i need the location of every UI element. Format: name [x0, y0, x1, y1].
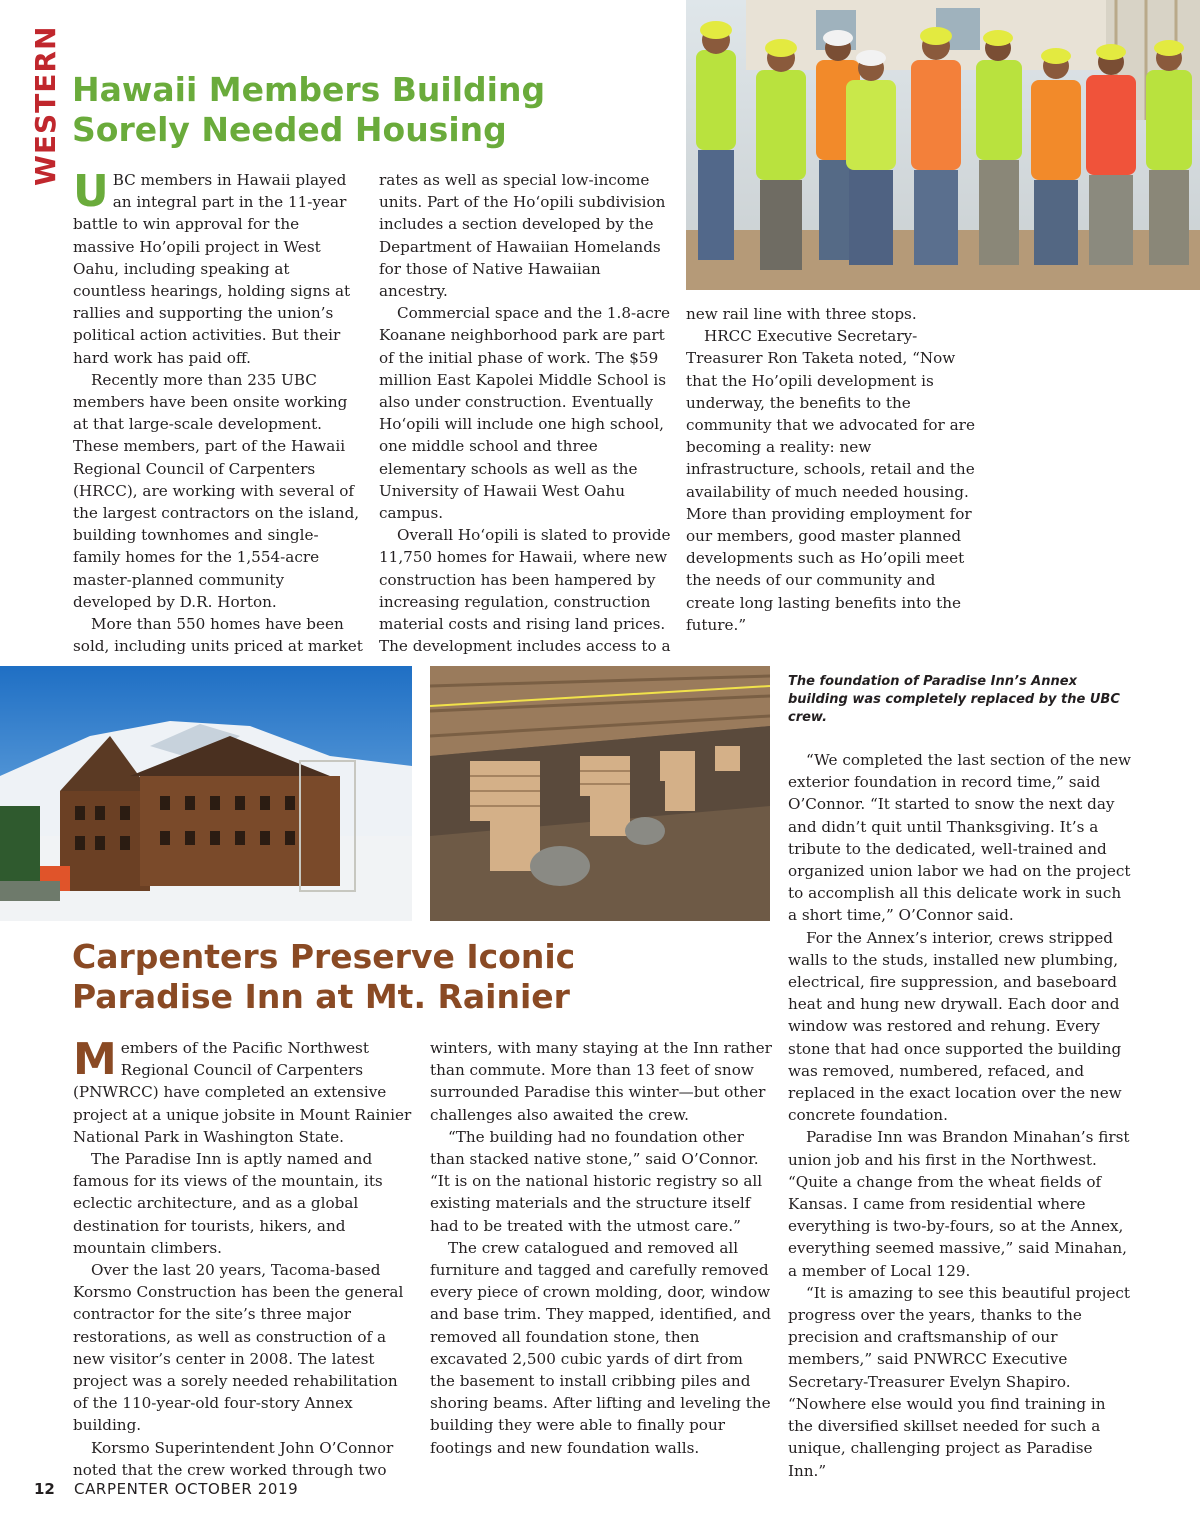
paragraph: winters, with many staying at the Inn rather than commute. More than 13 feet of snow surrounded Paradise this winter—but other challenges also awaited the crew. — [430, 1039, 772, 1124]
paragraph: The crew catalogued and removed all furniture and tagged and carefully removed every piece of crown molding, door, window and base trim. They mapped, identified, and removed all foundation stone, then excavated 2,500 cubic yards of dirt from the basement to install cribbing piles and shoring beams. After lifting and leveling the building they were able to finally pour footings and new foundation walls. — [430, 1238, 771, 1457]
paragraph: “It is amazing to see this beautiful project progress over the years, thanks to the precision and craftsmanship of our members,” said PNWRCC Executive Secretary-Treasurer Evelyn Shapiro. “Nowhere else would you find training in the diversified skillset needed for such a unique, challenging project as Paradise Inn.” — [788, 1283, 1130, 1480]
paragraph: Korsmo Superintendent John O’Connor noted that the crew worked through two — [73, 1438, 394, 1479]
headline-line: Sorely Needed Housing — [72, 110, 507, 149]
paragraph: Over the last 20 years, Tacoma-based Korsmo Construction has been the general contractor for the site’s three major restorations, as well as construction of a new visitor’s center in 2008. The latest project was a sorely needed rehabilitation of the 110-year-old four-story Annex building. — [73, 1261, 404, 1435]
photo-caption: The foundation of Paradise Inn’s Annex building was completely replaced by the UBC crew. — [788, 674, 1120, 725]
paragraph: BC members in Hawaii played an integral part in the 11-year battle to win approval for the massive Ho’opili project in West Oahu, including speaking at countless hearings, holding signs at rallies and supporting the union’s political action activities. But their hard work has paid off. — [73, 171, 351, 367]
article2-headline — [72, 937, 772, 1017]
paragraph: More than 550 homes have been sold, including units priced at market — [73, 615, 363, 656]
article2-column-2 — [430, 1037, 772, 1459]
article1-column-1 — [73, 166, 363, 657]
publication-line: CARPENTER OCTOBER 2019 — [74, 1480, 299, 1498]
paragraph: “The building had no foundation other than stacked native stone,” said O’Connor. “It is on the national historic registry so all existing materials and the structure itself had to be treated with the utmost care.” — [430, 1127, 763, 1235]
paragraph: Paradise Inn was Brandon Minahan’s first union job and his first in the Northwest. “Quite a change from the wheat fields of Kansas. I came from residential where everything is two-by-fours, so at the Annex, everything seemed massive,” said Minahan, a member of Local 129. — [788, 1128, 1130, 1280]
drop-cap: M — [73, 1034, 117, 1085]
page-number: 12 — [34, 1480, 55, 1498]
paradise-inn-photo — [0, 666, 412, 921]
section-label: WESTERN — [29, 25, 62, 186]
paragraph: rates as well as special low-income units. Part of the Hoʻopili subdivision includes a section developed by the Department of Hawaiian Homelands for those of Native Hawaiian ancestry. — [379, 171, 666, 301]
hawaii-crew-photo — [686, 0, 1200, 290]
headline-line: Paradise Inn at Mt. Rainier — [72, 977, 570, 1016]
paragraph: Overall Hoʻopili is slated to provide 11,750 homes for Hawaii, where new construction has been hampered by increasing regulation, construction material costs and rising land prices. The development includes access to a — [379, 526, 671, 656]
article1-headline — [72, 70, 672, 150]
article2-column-3 — [788, 749, 1133, 1482]
paragraph: “We completed the last section of the new exterior foundation in record time,” said O’Connor. “It started to snow the next day and didn’t quit until Thanksgiving. It’s a tribute to the dedicated, well-trained and organized union labor we had on the project to accomplish all this delicate work in such a short time,” O’Connor said. — [788, 751, 1132, 925]
drop-cap: U — [73, 166, 109, 217]
paragraph: HRCC Executive Secretary-Treasurer Ron Taketa noted, “Now that the Ho’opili development is underway, the benefits to the community that we advocated for are becoming a reality: new infrastructure, schools, retail and the availability of much needed housing. More than providing employment for our members, good master planned developments such as Ho’opili meet the needs of our community and create long lasting benefits into the future.” — [686, 327, 975, 634]
paragraph: new rail line with three stops. — [686, 305, 917, 323]
paragraph: Recently more than 235 UBC members have been onsite working at that large-scale development. These members, part of the Hawaii Regional Council of Carpenters (HRCC), are working with several of the largest contractors on the island, building townhomes and single-family homes for the 1,554-acre master-planned community developed by D.R. Horton. — [73, 370, 360, 611]
article1-column-2 — [379, 169, 671, 657]
paragraph: embers of the Pacific Northwest Regional Council of Carpenters (PNWRCC) have completed an extensive project at a unique jobsite in Mount Rainier National Park in Washington State. — [73, 1039, 412, 1146]
foundation-photo — [430, 666, 770, 921]
headline-line: Carpenters Preserve Iconic — [72, 937, 576, 976]
paragraph: For the Annex’s interior, crews stripped walls to the studs, installed new plumbing, electrical, fire suppression, and baseboard heat and hung new drywall. Each door and window was restored and rehung. Every stone that had once supported the building was removed, numbered, refaced, and replaced in the exact location over the new concrete foundation. — [788, 928, 1122, 1125]
paragraph: Commercial space and the 1.8-acre Koanane neighborhood park are part of the initial phase of work. The $59 million East Kapolei Middle School is also under construction. Eventually Hoʻopili will include one high school, one middle school and three elementary schools as well as the University of Hawaii West Oahu campus. — [379, 304, 670, 523]
article1-column-3 — [686, 303, 978, 636]
paragraph: The Paradise Inn is aptly named and famous for its views of the mountain, its eclectic architecture, and as a global destination for tourists, hikers, and mountain climbers. — [73, 1150, 383, 1257]
article2-column-1 — [73, 1034, 413, 1481]
headline-line: Hawaii Members Building — [72, 70, 546, 109]
